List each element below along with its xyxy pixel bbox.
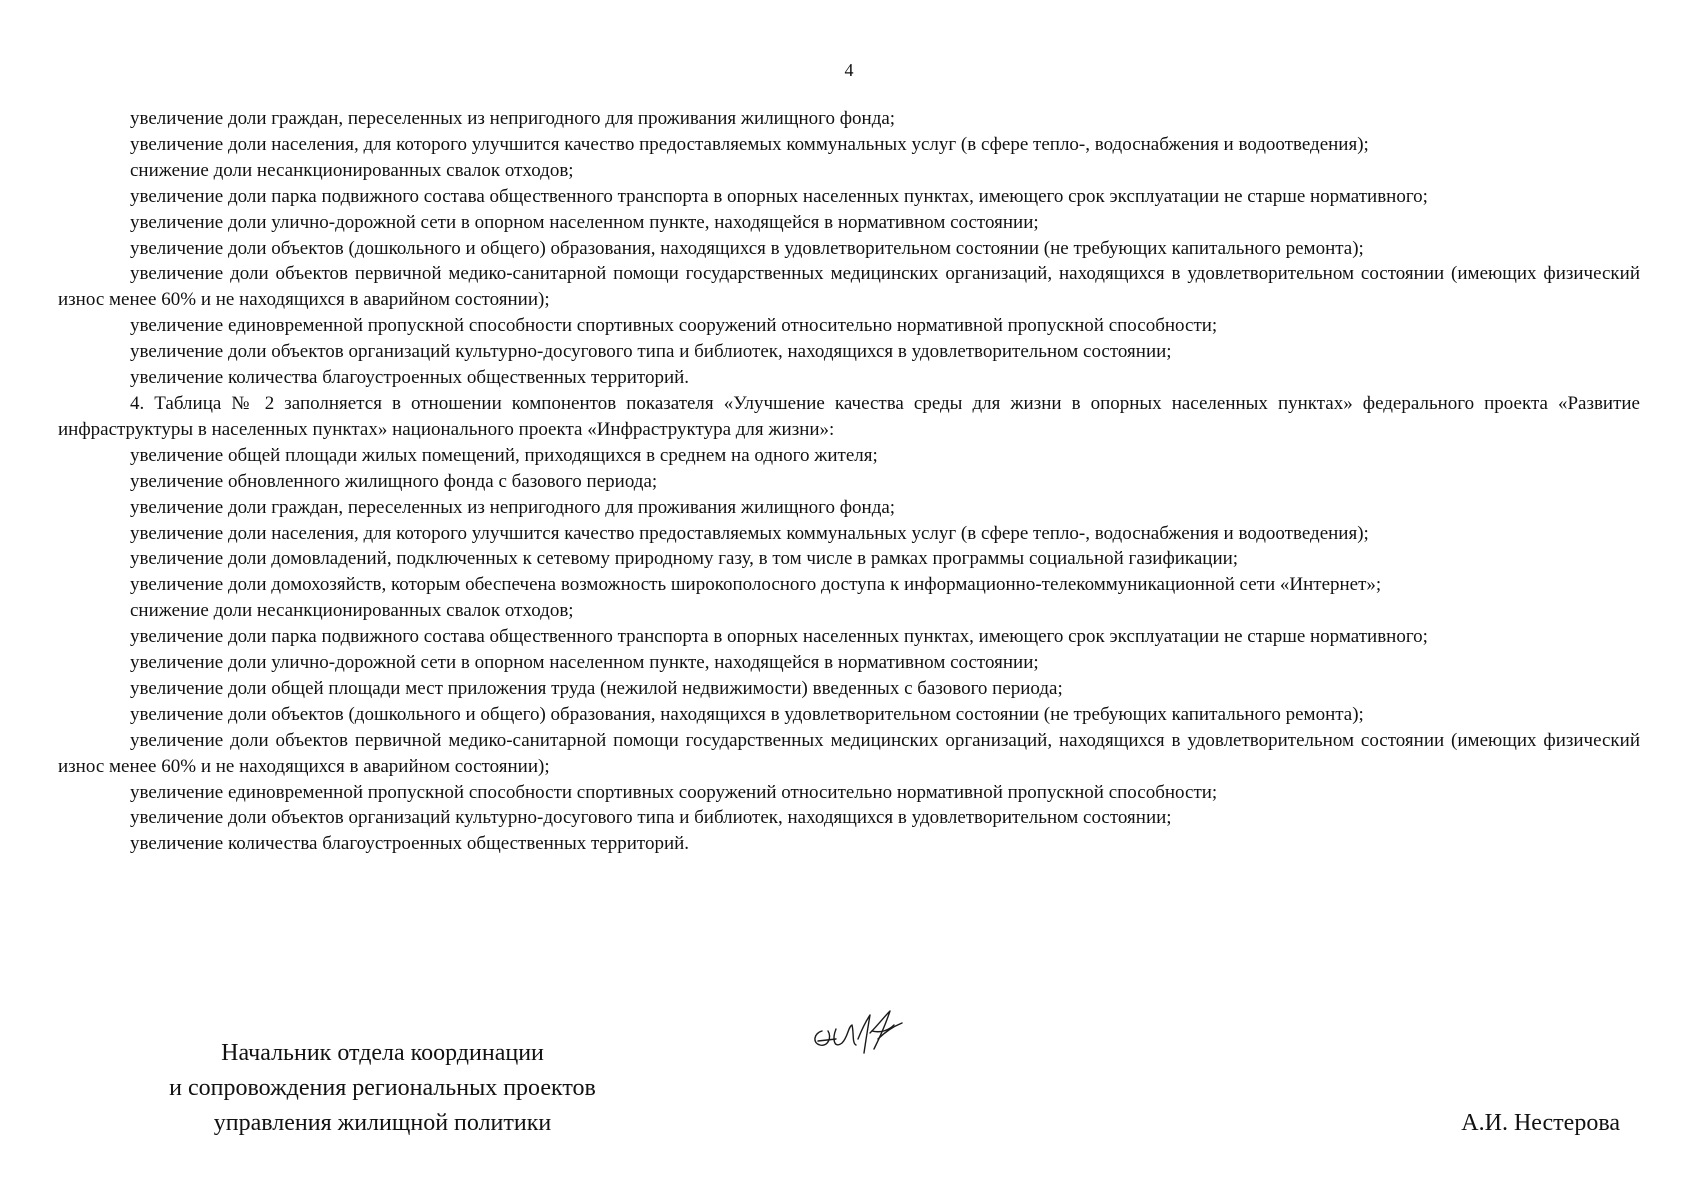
paragraph: снижение доли несанкционированных свалок отходов; [130,159,574,181]
paragraph: увеличение доли объектов первичной медико-санитарной помощи государственных медицинских организаций, находящихся в удовлетворительном состоянии (имеющих физический износ менее 60% и не находящихся в аварийном состоянии); [58,729,1640,777]
paragraph: снижение доли несанкционированных свалок отходов; [130,600,574,622]
signatory-name: А.И. Нестерова [1461,1110,1620,1136]
paragraph: увеличение доли населения, для которого улучшится качество предоставляемых коммунальных услуг (в сфере тепло-, водоснабжения и водоотведения); [130,522,1369,544]
handwritten-signature [808,1003,920,1063]
paragraph: увеличение количества благоустроенных общественных территорий. [130,833,690,855]
paragraph: увеличение доли объектов организаций культурно-досугового типа и библиотек, находящихся в удовлетворительном состоянии; [130,341,1172,363]
paragraph: увеличение доли объектов (дошкольного и общего) образования, находящихся в удовлетворительном состоянии (не требующих капитального ремонта); [130,703,1364,725]
paragraph: увеличение обновленного жилищного фонда с базового периода; [130,470,658,492]
paragraph: увеличение единовременной пропускной способности спортивных сооружений относительно нормативной пропускной способности; [130,781,1218,803]
signatory-title [110,1036,655,1141]
paragraph: увеличение доли домовладений, подключенных к сетевому природному газу, в том числе в рамках программы социальной газификации; [130,548,1239,570]
page-number: 4 [844,60,854,80]
paragraph: увеличение доли объектов (дошкольного и общего) образования, находящихся в удовлетворительном состоянии (не требующих капитального ремонта); [130,237,1364,259]
paragraph: увеличение количества благоустроенных общественных территорий. [130,367,690,389]
section-4-paragraph: 4. Таблица № 2 заполняется в отношении компонентов показателя «Улучшение качества среды для жизни в опорных населенных пунктах» федерального проекта «Развитие инфраструктуры в населенных пунктах» национального проекта «Инфраструктура для жизни»: [58,392,1640,440]
paragraph: увеличение доли граждан, переселенных из непригодного для проживания жилищного фонда; [130,108,896,129]
paragraph: увеличение доли объектов первичной медико-санитарной помощи государственных медицинских организаций, находящихся в удовлетворительном состоянии (имеющих физический износ менее 60% и не находящихся в аварийном состоянии); [58,263,1640,311]
paragraph: увеличение доли домохозяйств, которым обеспечена возможность широкополосного доступа к информационно-телекоммуникационной сети «Интернет»; [130,574,1382,596]
signatory-title-line: управления жилищной политики [213,1110,552,1136]
paragraph: увеличение общей площади жилых помещений, приходящихся в среднем на одного жителя; [130,444,878,466]
signatory-title-line: Начальник отдела координации [221,1040,544,1066]
paragraph: увеличение единовременной пропускной способности спортивных сооружений относительно нормативной пропускной способности; [130,315,1218,337]
paragraph: увеличение доли улично-дорожной сети в опорном населенном пункте, находящейся в нормативном состоянии; [130,211,1039,233]
document-body [58,106,1640,857]
paragraph: увеличение доли улично-дорожной сети в опорном населенном пункте, находящейся в нормативном состоянии; [130,652,1039,674]
paragraph: увеличение доли граждан, переселенных из непригодного для проживания жилищного фонда; [130,496,896,518]
paragraph: увеличение доли общей площади мест приложения труда (нежилой недвижимости) введенных с базового периода; [130,677,1063,699]
paragraph: увеличение доли парка подвижного состава общественного транспорта в опорных населенных пунктах, имеющего срок эксплуатации не старше нормативного; [130,626,1428,648]
signatory-title-line: и сопровождения региональных проектов [169,1075,596,1101]
paragraph: увеличение доли объектов организаций культурно-досугового типа и библиотек, находящихся в удовлетворительном состоянии; [130,807,1172,829]
paragraph: увеличение доли населения, для которого улучшится качество предоставляемых коммунальных услуг (в сфере тепло-, водоснабжения и водоотведения); [130,133,1369,155]
paragraph: увеличение доли парка подвижного состава общественного транспорта в опорных населенных пунктах, имеющего срок эксплуатации не старше нормативного; [130,185,1428,207]
